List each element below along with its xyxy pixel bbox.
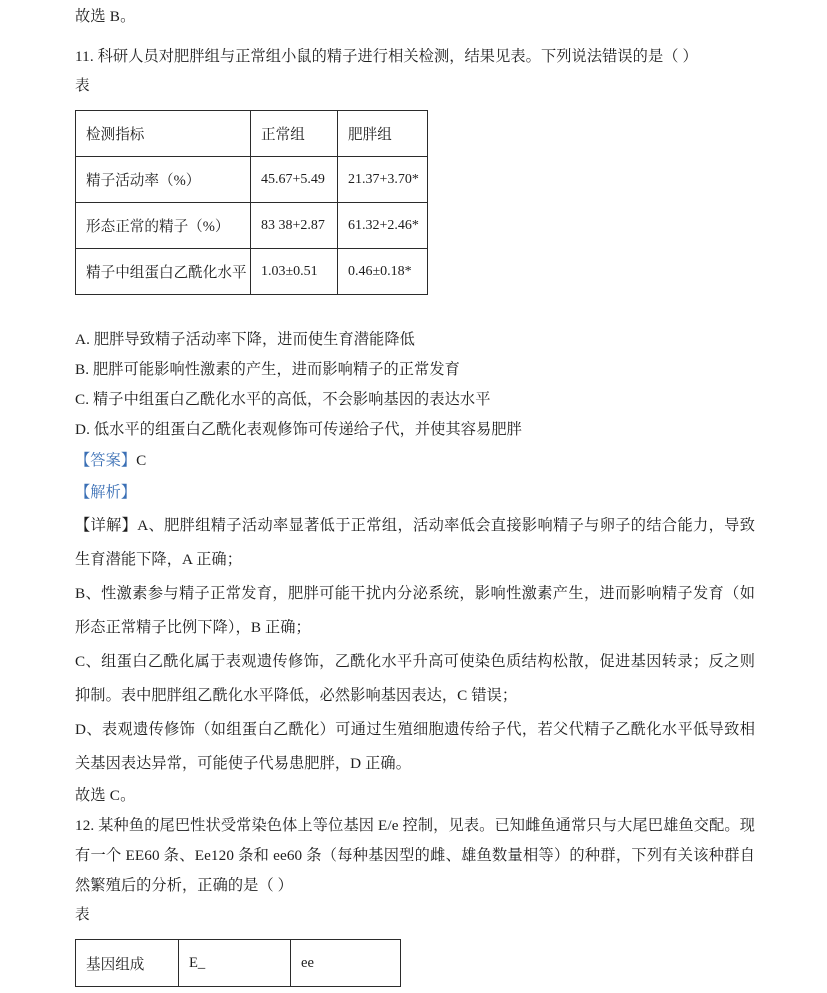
genotype-table — [75, 939, 401, 987]
question-11-detail-a: 【详解】A、肥胖组精子活动率显著低于正常组，活动率低会直接影响精子与卵子的结合能力，导致生育潜能下降，A 正确； — [75, 517, 755, 568]
spacer — [75, 295, 755, 325]
table-cell-normal-group: 83 38+2.87 — [251, 203, 338, 249]
analysis-label: 【解析】 — [75, 484, 137, 501]
answer-value: C — [136, 452, 147, 469]
question-11-detail-b: B、性激素参与精子正常发育，肥胖可能干扰内分泌系统，影响性激素产生，进而影响精子发育（如形态正常精子比例下降），B 正确； — [75, 585, 755, 636]
document-page — [75, 0, 755, 987]
table-cell-indicator: 精子中组蛋白乙酰化水平 — [76, 249, 251, 295]
table-header-cell: 检测指标 — [76, 111, 251, 157]
table-cell-obese-group: 0.46±0.18* — [338, 249, 428, 295]
question-11-detail-c: C、组蛋白乙酰化属于表观遗传修饰，乙酰化水平升高可使染色质结构松散，促进基因转录；反之则抑制。表中肥胖组乙酰化水平降低，必然影响基因表达，C 错误； — [75, 653, 755, 704]
question-11-conclusion: 故选 C。 — [75, 787, 136, 804]
table-header-cell: 肥胖组 — [338, 111, 428, 157]
question-11-option-a: A. 肥胖导致精子活动率下降，进而使生育潜能降低 — [75, 331, 415, 348]
table-cell-genotype-label: 基因组成 — [76, 940, 179, 987]
table-cell-indicator: 形态正常的精子（%） — [76, 203, 251, 249]
table-cell-indicator: 精子活动率（%） — [76, 157, 251, 203]
spacer — [75, 929, 755, 939]
question-11-analysis-line — [75, 477, 755, 509]
question-11-answer-line — [75, 445, 755, 477]
table-row — [76, 157, 428, 203]
previous-answer-line: 故选 B。 — [75, 8, 136, 25]
question-11-option-c: C. 精子中组蛋白乙酰化水平的高低，不会影响基因的表达水平 — [75, 391, 491, 408]
question-11-stem: 11. 科研人员对肥胖组与正常组小鼠的精子进行相关检测，结果见表。下列说法错误的是（ ） — [75, 48, 698, 65]
question-11-detail-d: D、表观遗传修饰（如组蛋白乙酰化）可通过生殖细胞遗传给子代，若父代精子乙酰化水平低导致相关基因表达异常，可能使子代易患肥胖，D 正确。 — [75, 721, 755, 772]
table-row — [76, 249, 428, 295]
spacer — [75, 32, 755, 42]
table-row — [76, 203, 428, 249]
question-11-option-b: B. 肥胖可能影响性激素的产生，进而影响精子的正常发育 — [75, 361, 460, 378]
table-header-row — [76, 111, 428, 157]
table-cell-normal-group: 1.03±0.51 — [251, 249, 338, 295]
question-12-table-caption: 表 — [75, 907, 90, 923]
table-cell-obese-group: 21.37+3.70* — [338, 157, 428, 203]
spacer — [75, 100, 755, 110]
table-header-cell: 正常组 — [251, 111, 338, 157]
table-row — [76, 940, 401, 987]
question-12-stem: 12. 某种鱼的尾巴性状受常染色体上等位基因 E/e 控制，见表。已知雌鱼通常只与大尾巴雄鱼交配。现有一个 EE60 条、Ee120 条和 ee60 条（每种基因型的雌、雄鱼数量相等）的种群，下列有关该种群自然繁殖后的分析，正确的是（ ） — [75, 817, 755, 894]
question-11-table-caption: 表 — [75, 78, 90, 94]
question-11-option-d: D. 低水平的组蛋白乙酰化表观修饰可传递给子代，并使其容易肥胖 — [75, 421, 522, 438]
answer-label: 【答案】 — [75, 452, 137, 469]
sperm-measurement-table — [75, 110, 428, 295]
table-cell-genotype-recessive: ee — [291, 940, 401, 987]
table-cell-normal-group: 45.67+5.49 — [251, 157, 338, 203]
table-cell-genotype-dominant: E_ — [179, 940, 291, 987]
table-cell-obese-group: 61.32+2.46* — [338, 203, 428, 249]
